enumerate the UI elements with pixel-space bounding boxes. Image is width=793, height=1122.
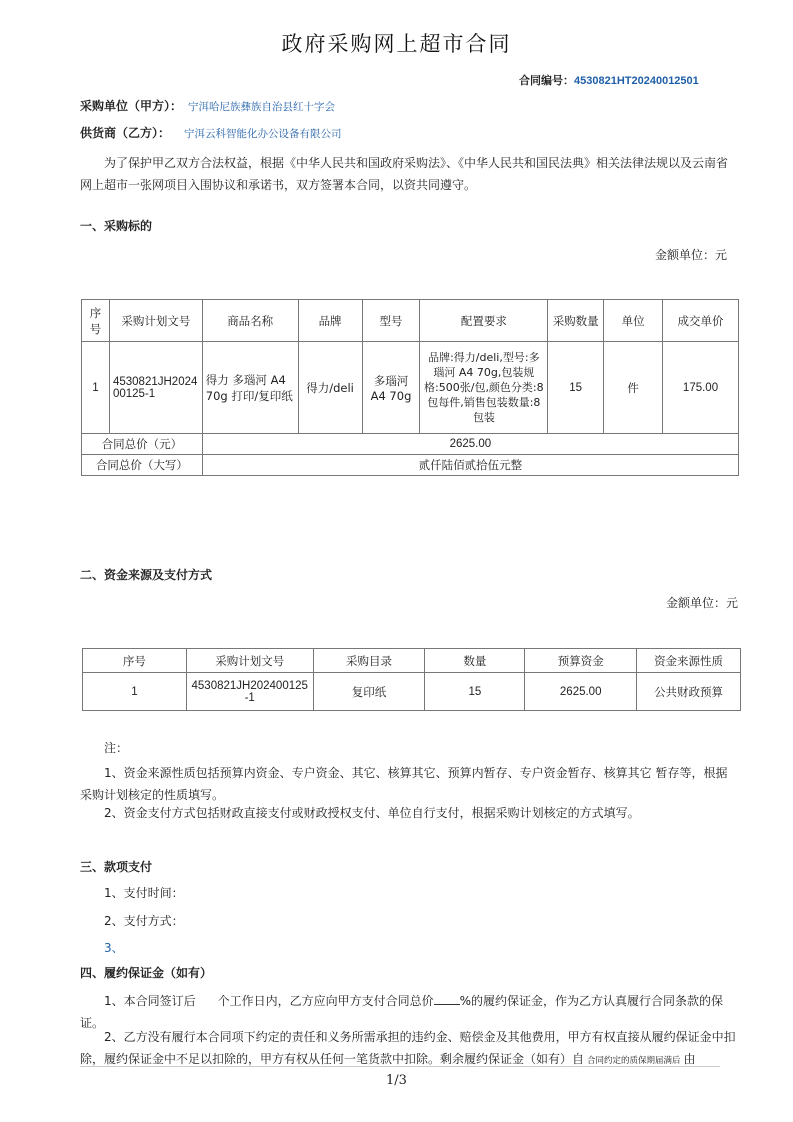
note-label: 注： bbox=[104, 741, 129, 755]
header-cell: 配置要求 bbox=[420, 300, 548, 342]
header-cell: 序号 bbox=[82, 300, 110, 342]
header-cell: 数量 bbox=[425, 649, 525, 673]
table-cell: 得力/deli bbox=[298, 342, 362, 434]
table-cell: 175.00 bbox=[663, 342, 739, 434]
contract-number-label: 合同编号： bbox=[519, 74, 574, 87]
header-cell: 品牌 bbox=[298, 300, 362, 342]
table-cell: 2625.00 bbox=[525, 673, 637, 711]
header-cell: 成交单价 bbox=[663, 300, 739, 342]
total-value: 2625.00 bbox=[202, 434, 738, 455]
header-cell: 型号 bbox=[362, 300, 420, 342]
header-cell: 采购数量 bbox=[548, 300, 604, 342]
bond-1-part-c: %的履约保证金，作为乙方认真履行合同条款的保证。 bbox=[80, 994, 724, 1030]
table-cell: 15 bbox=[548, 342, 604, 434]
section-3-heading: 三、款项支付 bbox=[80, 860, 153, 874]
supplier-label: 供货商（乙方）： bbox=[80, 126, 171, 140]
contract-number bbox=[519, 72, 699, 88]
header-cell: 采购计划文号 bbox=[109, 300, 202, 342]
contract-number-value: 4530821HT20240012501 bbox=[574, 75, 699, 87]
payment-item-3: 3、 bbox=[104, 941, 124, 955]
total-row bbox=[82, 434, 739, 455]
bond-1-part-a: 1、本合同签订后 bbox=[104, 994, 196, 1008]
page-number: 1/3 bbox=[386, 1073, 407, 1088]
note-1: 1、资金来源性质包括预算内资金、专户资金、其它、核算其它、预算内暂存、专户资金暂存、核算其它 暂存等，根据采购计划核定的性质填写。 bbox=[80, 766, 728, 802]
intro-paragraph: 为了保护甲乙双方合法权益，根据《中华人民共和国政府采购法》、《中华人民共和国民法典》相关法律法规以及云南省网上超市一张网项目入围协议和承诺书，双方签署本合同，以资共同遵守。 bbox=[80, 156, 729, 192]
note-2: 2、资金支付方式包括财政直接支付或财政授权支付、单位自行支付，根据采购计划核定的方式填写。 bbox=[104, 806, 640, 820]
page-title: 政府采购网上超市合同 bbox=[281, 32, 512, 56]
footer-divider bbox=[80, 1066, 720, 1067]
table-row bbox=[83, 673, 741, 711]
table-cell: 4530821JH202400125-1 bbox=[186, 673, 313, 711]
section-2-heading: 二、资金来源及支付方式 bbox=[80, 568, 213, 582]
supplier-line bbox=[80, 124, 342, 141]
table-cell: 1 bbox=[83, 673, 187, 711]
section-4-heading: 四、履约保证金（如有） bbox=[80, 966, 213, 980]
table-cell: 4530821JH202400125-1 bbox=[109, 342, 202, 434]
total-cn-label: 合同总价（大写） bbox=[82, 455, 203, 476]
total-cn-value: 贰仟陆佰贰拾伍元整 bbox=[202, 455, 738, 476]
bond-1-part-b: 个工作日内，乙方应向甲方支付合同总价 bbox=[217, 994, 434, 1008]
buyer-label: 采购单位（甲方）： bbox=[80, 99, 183, 113]
total-cn-row bbox=[82, 455, 739, 476]
header-cell: 采购目录 bbox=[313, 649, 425, 673]
unit-note: 金额单位：元 bbox=[655, 248, 728, 262]
table-cell: 件 bbox=[604, 342, 663, 434]
payment-method: 2、支付方式： bbox=[104, 914, 184, 928]
header-cell: 预算资金 bbox=[525, 649, 637, 673]
header-cell: 序号 bbox=[83, 649, 187, 673]
payment-time: 1、支付时间： bbox=[104, 886, 184, 900]
table-row bbox=[82, 342, 739, 434]
purchase-table-header bbox=[82, 300, 739, 342]
header-cell: 商品名称 bbox=[202, 300, 298, 342]
funding-table-header bbox=[83, 649, 741, 673]
bond-percent-blank bbox=[434, 992, 460, 1005]
section-1-heading: 一、采购标的 bbox=[80, 219, 153, 233]
bond-2-small-text: 合同约定的质保期届满后 bbox=[587, 1056, 681, 1066]
header-cell: 资金来源性质 bbox=[637, 649, 741, 673]
funding-table bbox=[82, 648, 741, 711]
table-cell: 得力 多瑙河 A4 70g 打印/复印纸 bbox=[202, 342, 298, 434]
buyer-line bbox=[80, 97, 335, 114]
table-cell: 1 bbox=[82, 342, 110, 434]
table-cell: 多瑙河 A4 70g bbox=[362, 342, 420, 434]
unit-note-2: 金额单位：元 bbox=[666, 596, 739, 610]
bond-2-text: 2、乙方没有履行本合同项下约定的责任和义务所需承担的违约金、赔偿金及其他费用，甲方有权直接从履约保证金中扣除，履约保证金中不足以扣除的，甲方有权从任何一笔货款中扣除。剩余履约保证金（如有）自 bbox=[80, 1030, 736, 1066]
table-cell: 15 bbox=[425, 673, 525, 711]
table-cell: 品牌:得力/deli,型号:多瑙河 A4 70g,包装规格:500张/包,颜色分类:8包每件,销售包装数量:8包装 bbox=[420, 342, 548, 434]
supplier-value: 宁洱云科智能化办公设备有限公司 bbox=[184, 128, 342, 140]
table-cell: 复印纸 bbox=[313, 673, 425, 711]
total-label: 合同总价（元） bbox=[82, 434, 203, 455]
bond-2-end: 由 bbox=[683, 1052, 696, 1066]
table-cell: 公共财政预算 bbox=[637, 673, 741, 711]
header-cell: 采购计划文号 bbox=[186, 649, 313, 673]
header-cell: 单位 bbox=[604, 300, 663, 342]
purchase-table bbox=[81, 299, 739, 476]
buyer-value: 宁洱哈尼族彝族自治县红十字会 bbox=[188, 101, 336, 113]
